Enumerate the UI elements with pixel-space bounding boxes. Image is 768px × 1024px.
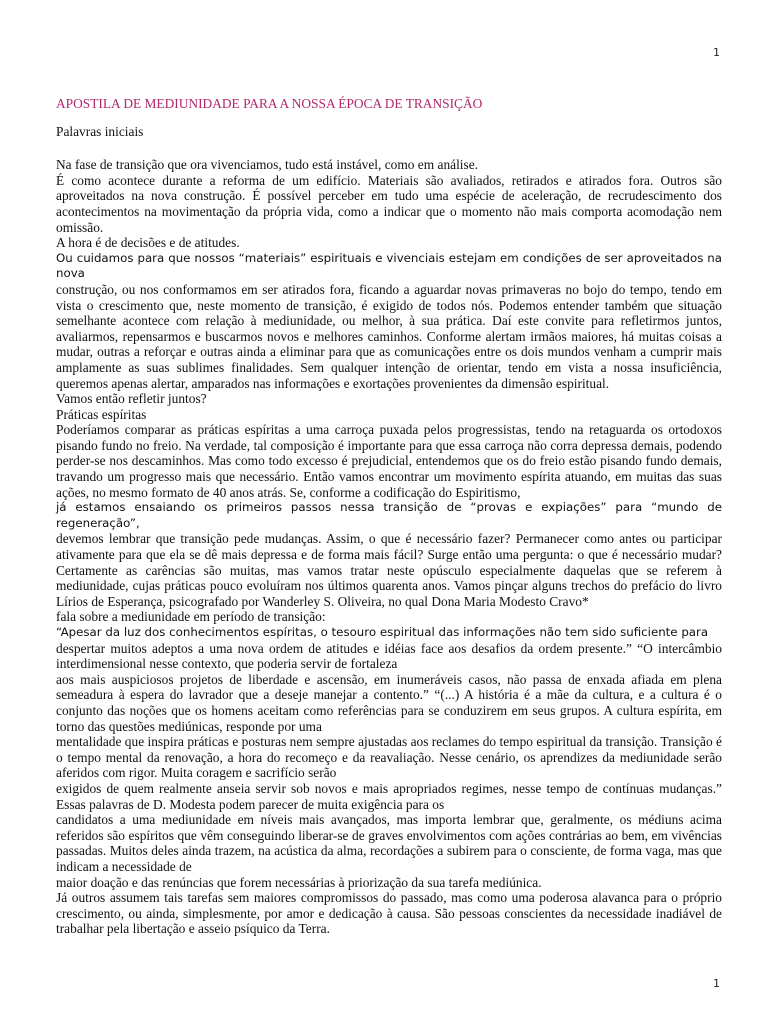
quote-paragraph: aos mais auspiciosos projetos de liberdade e ascensão, em inumeráveis casos, não passa de enxada afiada em plena semeadura à espera do lavrador que a deseje manejar a contento.” “(...) A história é a mãe da cultura, e a cultura é o conjunto das noções que os homens aceitam como referências para se conduzirem em seus grupos. A cultura espírita, em torno das questões mediúnicas, responde por uma — [56, 671, 722, 734]
quote-paragraph: “Apesar da luz dos conhecimentos espíritas, o tesouro espiritual das informações não tem sido suficiente para — [56, 625, 709, 639]
page-number-top: 1 — [713, 46, 720, 59]
paragraph: Ou cuidamos para que nossos “materiais” espirituais e vivenciais estejam em condições de ser aproveitados na nova — [56, 250, 722, 281]
quote-paragraph: despertar muitos adeptos a uma nova ordem de atitudes e idéias face aos desafios da ordem presente.” “O intercâmbio interdimensional nesse contexto, que poderia servir de fortaleza — [56, 640, 722, 672]
paragraph: Vamos então refletir juntos? — [56, 391, 207, 407]
section-heading-practices: Práticas espíritas — [56, 406, 147, 422]
paragraph: A hora é de decisões e de atitudes. — [56, 235, 240, 251]
paragraph: Já outros assumem tais tarefas sem maiores compromissos do passado, mas como uma poderosa alavanca para o próprio crescimento, ou ainda, simplesmente, por amor e dedicação à causa. São pessoas conscientes da necessidade inadiável de trabalhar pela libertação e asseio psíquico da Terra. — [56, 890, 722, 937]
paragraph: devemos lembrar que transição pede mudanças. Assim, o que é necessário fazer? Permanecer como antes ou participar ativamente para que ela se dê mais depressa e de forma mais fácil? Surge então uma pergunta: o que é necessário mudar? Certamente as carências são muitas, mas vamos tratar neste opúsculo especialmente daquelas que se referem à mediunidade, cujas práticas pouco evoluíram nos últimos quarenta anos. Vamos pinçar alguns trechos do prefácio do livro Lírios de Esperança, psicografado por Wanderley S. Oliveira, no qual Dona Maria Modesto Cravo* — [56, 531, 722, 609]
paragraph: É como acontece durante a reforma de um edifício. Materiais são avaliados, retirados e atirados fora. Outros são aproveitados na nova construção. É possível perceber em tudo uma espécie de aceleração, de recrudescimento dos acontecimentos na movimentação da própria vida, como a indicar que o momento não mais comporta acomodação nem omissão. — [56, 172, 722, 235]
section-heading-intro: Palavras iniciais — [56, 123, 144, 139]
paragraph: construção, ou nos conformamos em ser atirados fora, ficando a aguardar novas primaveras no bojo do tempo, tendo em vista o crescimento que, neste momento de transição, é exigido de todos nós. Podemos entender também que situação semelhante acontece com relação à mediunidade, ou melhor, à sua prática. Daí este convite para refletirmos juntos, avaliarmos, repensarmos e buscarmos novos e melhores caminhos. Conforme alertam irmãos maiores, há muitas coisas a mudar, outras a reforçar e outras ainda a eliminar para que as comunicações entre os dois mundos venham a cumprir mais amplamente as suas sublimes finalidades. Sem qualquer intenção de orientar, tendo em vista a nossa insuficiência, queremos apenas alertar, amparados nas informações e exortações provenientes da dimensão espiritual. — [56, 281, 722, 391]
document-title: APOSTILA DE MEDIUNIDADE PARA A NOSSA ÉPOCA DE TRANSIÇÃO — [56, 96, 483, 111]
quote-paragraph: mentalidade que inspira práticas e posturas nem sempre ajustadas aos reclames do tempo espiritual da transição. Transição é o tempo mental da renovação, a hora do recomeço e da reavaliação. Nesse cenário, os aprendizes da mediunidade serão aferidos com rigor. Muita coragem e sacrifício serão — [56, 734, 722, 781]
paragraph: candidatos a uma mediunidade em níveis mais avançados, mas importa lembrar que, geralmente, os médiuns acima referidos são espíritos que vêm conseguindo liberar-se de graves envolvimentos com ações contrárias ao bem, em vivências passadas. Muitos deles ainda trazem, na acústica da alma, recordações a subirem para o consciente, de forma vaga, mas que indicam a necessidade de — [56, 812, 722, 874]
paragraph: Na fase de transição que ora vivenciamos, tudo está instável, como em análise. — [56, 157, 479, 173]
paragraph: já estamos ensaiando os primeiros passos nessa transição de “provas e expiações” para “mundo de regeneração”, — [56, 500, 722, 530]
paragraph: fala sobre a mediunidade em período de transição: — [56, 609, 326, 625]
document-body — [56, 96, 722, 937]
quote-paragraph: exigidos de quem realmente anseia servir sob novos e mais apropriados regimes, nesse tempo de contínuas mudanças.” Essas palavras de D. Modesta podem parecer de muita exigência para os — [56, 780, 722, 812]
paragraph: maior doação e das renúncias que forem necessárias à priorização da sua tarefa mediúnica. — [56, 874, 542, 890]
page-number-bottom: 1 — [713, 977, 720, 990]
paragraph: Poderíamos comparar as práticas espíritas a uma carroça puxada pelos progressistas, tendo na retaguarda os ortodoxos pisando fundo no freio. Na verdade, tal composição é importante para que essa carroça não corra depressa demais, podendo perder-se nos descaminhos. Mas como todo excesso é prejudicial, entendemos que os do freio estão pisando fundo demais, travando um progresso mais que necessário. Então vamos encontrar um movimento espírita atuando, em muitas das suas ações, no mesmo formato de 40 anos atrás. Se, conforme a codificação do Espiritismo, — [56, 422, 722, 500]
